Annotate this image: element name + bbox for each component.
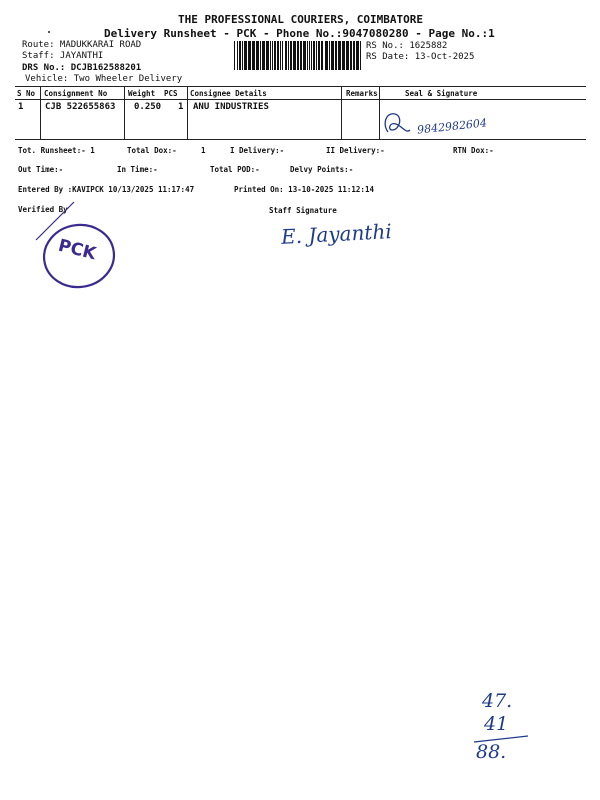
barcode-bar [346,41,349,70]
barcode-bar [274,41,276,70]
staff-signature-handwritten: E. Jayanthi [280,219,393,249]
row-weight: 0.250 [134,102,162,112]
barcode-bar [256,41,259,70]
barcode-bar [272,41,273,70]
barcode [234,41,362,70]
barcode-bar [293,41,296,70]
ii-delivery: II Delivery:- [326,146,385,155]
printed-on: Printed On: 13-10-2025 11:12:14 [234,185,374,194]
row-consignee: ANU INDUSTRIES [193,102,269,112]
out-time: Out Time:- [18,165,64,174]
rs-date: RS Date: 13-Oct-2025 [366,52,475,62]
rtn-dox: RTN Dox:- [453,146,494,155]
header-sno: S No [17,89,36,98]
header-pcs: PCS [164,89,178,98]
barcode-bar [353,41,355,70]
receiver-phone-handwritten: 9842982604 [416,116,488,137]
handwritten-number-1: 47. [482,690,513,712]
barcode-bar [252,41,255,70]
total-dox-value: 1 [201,146,206,155]
barcode-bar [342,41,345,70]
header-consignee: Consignee Details [190,89,267,98]
route: Route: MADUKKARAI ROAD [22,40,142,50]
barcode-bar [297,41,299,70]
barcode-bar [290,41,292,70]
pck-stamp-text: PCK [56,235,98,265]
vehicle: Vehicle: Two Wheeler Delivery [25,74,183,84]
barcode-bar [280,41,281,70]
barcode-bar [288,41,289,70]
barcode-bar [244,41,247,70]
barcode-bar [237,41,238,70]
barcode-bar [316,41,317,70]
header-consignment: Consignment No [44,89,108,98]
tot-runsheet: Tot. Runsheet:- 1 [18,146,95,155]
runsheet-subtitle: Delivery Runsheet - PCK - Phone No.:9047080280 - Page No.:1 [104,27,495,40]
row-consignment: CJB 522655863 [45,102,116,112]
barcode-bar [350,41,352,70]
staff-signature-label: Staff Signature [269,206,337,215]
barcode-bar [270,41,271,70]
barcode-bar [329,41,330,70]
i-delivery: I Delivery:- [230,146,285,155]
total-pod: Total POD:- [210,165,260,174]
total-dox-label: Total Dox:- [127,146,177,155]
rs-number: RS No.: 1625882 [366,41,448,51]
barcode-bar [309,41,310,70]
drs-number: DRS No.: DCJB162588201 [22,63,142,73]
barcode-bar [239,41,241,70]
barcode-bar [300,41,302,70]
barcode-bar [335,41,337,70]
barcode-bar [311,41,312,70]
barcode-bar [234,41,235,70]
barcode-bar [266,41,269,70]
barcode-bar [262,41,265,70]
row-pcs: 1 [178,102,184,112]
barcode-bar [285,41,287,70]
scan-speck [48,31,50,33]
barcode-bar [360,41,361,70]
entered-by: Entered By :KAVIPCK 10/13/2025 11:17:47 [18,185,195,194]
handwritten-total: 88. [476,741,507,763]
header-remarks: Remarks [346,89,378,98]
barcode-bar [248,41,251,70]
barcode-bar [242,41,243,70]
barcode-bar [260,41,261,70]
barcode-bar [307,41,308,70]
header-weight: Weight [128,89,156,98]
receiver-signature-scribble [380,106,420,140]
barcode-bar [303,41,306,70]
barcode-bar [321,41,323,70]
handwritten-number-2: 41 [484,713,509,735]
barcode-bar [325,41,328,70]
header-seal-signature: Seal & Signature [405,89,478,98]
verified-by-label: Verified By [18,205,68,214]
barcode-bar [277,41,279,70]
barcode-bar [338,41,341,70]
barcode-bar [356,41,359,70]
barcode-bar [313,41,315,70]
row-sno: 1 [18,102,24,112]
document-title: THE PROFESSIONAL COURIERS, COIMBATORE [178,13,424,26]
in-time: In Time:- [117,165,158,174]
barcode-bar [331,41,334,70]
barcode-bar [282,41,283,70]
delivery-points: Delvy Points:- [290,165,354,174]
barcode-bar [318,41,320,70]
staff: Staff: JAYANTHI [22,51,104,61]
